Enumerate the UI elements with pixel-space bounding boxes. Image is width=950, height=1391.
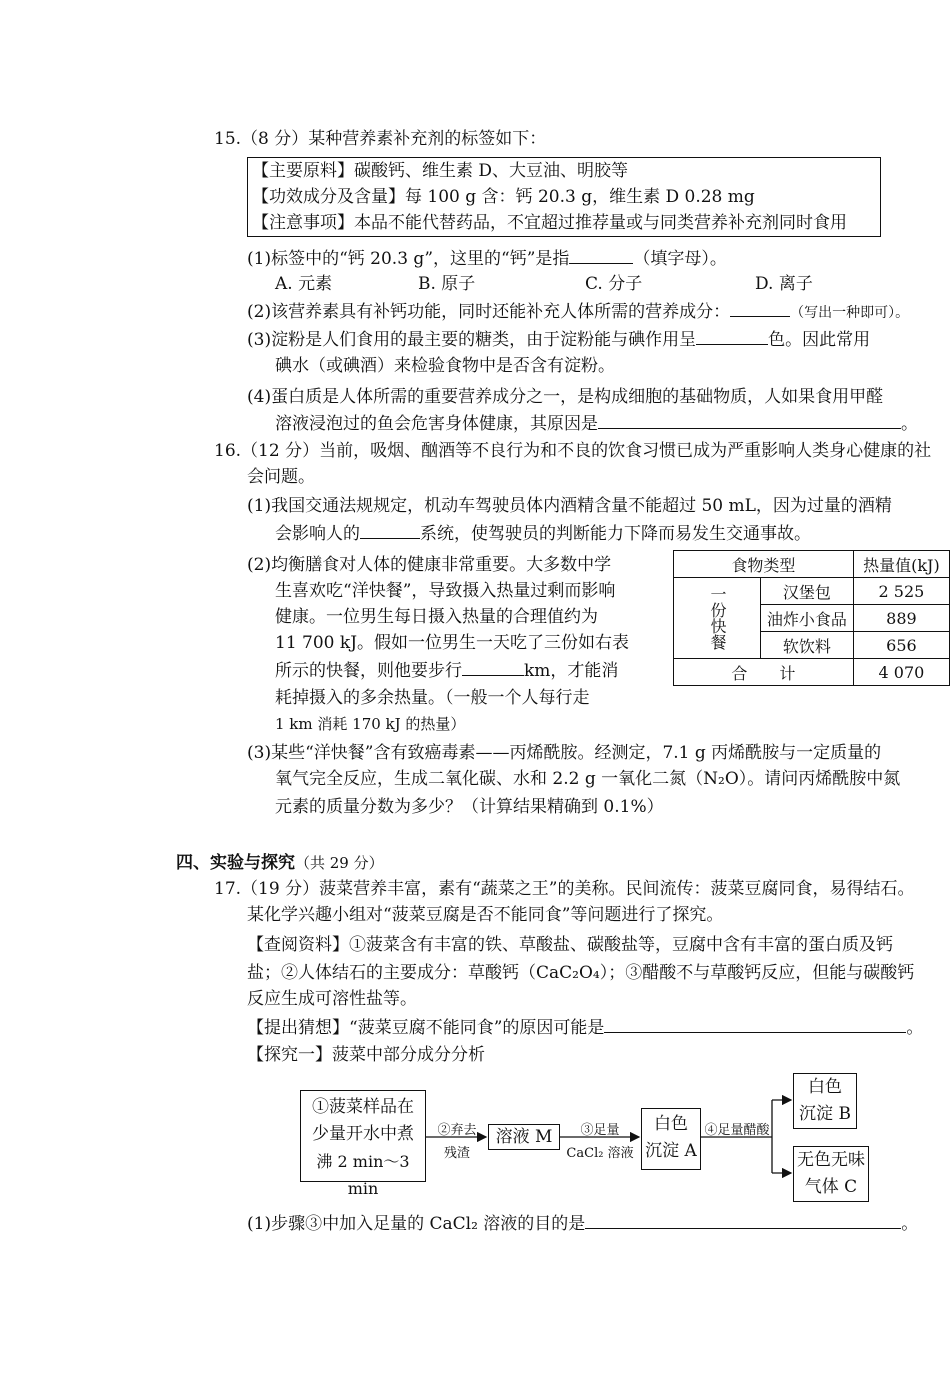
- answer-blank[interactable]: [696, 326, 768, 345]
- table-group-label: 一份快餐: [674, 578, 761, 659]
- table-header-food-type: 食物类型: [674, 551, 854, 578]
- flow-box-spinach-sample: [300, 1090, 426, 1198]
- q16-part1-line1: (1)我国交通法规规定，机动车驾驶员体内酒精含量不能超过 50 mL，因为过量的酒精: [247, 496, 892, 516]
- q17-info-line1: 【查阅资料】①菠菜含有丰富的铁、草酸盐、碳酸盐等，豆腐中含有丰富的蛋白质及钙: [247, 935, 893, 955]
- table-total-label: 合 计: [674, 659, 854, 686]
- q15-title: 15.（8 分）某种营养素补充剂的标签如下：: [214, 129, 547, 149]
- fast-food-calorie-table: [673, 550, 950, 686]
- table-row-value: 889: [853, 605, 949, 632]
- flow-box1-line3: 沸 2 min～3 min: [316, 1152, 410, 1198]
- q16-part2-line5: [275, 657, 618, 684]
- flow-box1-line2: 少量开水中煮: [312, 1124, 414, 1144]
- q16-part2-line3: 健康。一位男生每日摄入热量的合理值约为: [275, 607, 598, 627]
- flow-box-precipitate-b: [793, 1073, 857, 1129]
- q17-info-line3: 反应生成可溶性盐等。: [247, 989, 417, 1009]
- q15-part1: [247, 245, 727, 272]
- flow-box1-line1: ①菠菜样品在: [312, 1097, 414, 1117]
- flow-step3-label-bottom: CaCl₂ 溶液: [566, 1146, 634, 1161]
- q16-part3-line1: (3)某些“洋快餐”含有致癌毒素——丙烯酰胺。经测定，7.1 g 丙烯酰胺与一定质量的: [247, 743, 882, 763]
- q15-option-a: A. 元素: [275, 274, 333, 294]
- q15-part2: [247, 298, 909, 326]
- flow-step2-label-bottom: 残渣: [443, 1146, 470, 1161]
- table-row-name: 汉堡包: [761, 578, 854, 605]
- q17-guess-end: 。: [906, 1018, 924, 1038]
- q15-part4-text: 溶液浸泡过的鱼会危害身体健康，其原因是: [275, 414, 598, 434]
- answer-blank[interactable]: [360, 520, 420, 539]
- q17-title-line1: 17.（19 分）菠菜营养丰富，素有“蔬菜之王”的美称。民间流传：菠菜豆腐同食，易得结石。: [214, 879, 915, 899]
- table-row-value: 656: [853, 632, 949, 659]
- q17-part1: [247, 1210, 918, 1237]
- flow-box-precipitate-a: [641, 1108, 701, 1170]
- q15-part3-text-end: 色。因此常用: [768, 330, 871, 350]
- q15-part3-line1: [247, 326, 870, 353]
- section-4-score: （共 29 分）: [295, 854, 384, 872]
- q16-part2-text: 所示的快餐，则他要步行: [275, 661, 462, 681]
- flow-step4-label: ④足量醋酸: [704, 1123, 770, 1138]
- flow-step3-label-top: ③足量: [580, 1123, 620, 1138]
- table-row-name: 软饮料: [761, 632, 854, 659]
- flow-box4-line2: 沉淀 B: [799, 1104, 851, 1124]
- q16-part3-line3: 元素的质量分数为多少？（计算结果精确到 0.1%）: [275, 797, 664, 817]
- q15-part4-line2: [275, 410, 918, 437]
- q16-part2-line6: 耗掉摄入的多余热量。（一般一个人每行走: [275, 688, 590, 708]
- q16-part2-line4: 11 700 kJ。假如一位男生一天吃了三份如右表: [275, 633, 630, 653]
- flow-step2-label-top: ②弃去: [437, 1123, 477, 1138]
- flow-box3-line2: 沉淀 A: [645, 1141, 697, 1161]
- q17-guess: [247, 1014, 923, 1041]
- table-row-name: 油炸小食品: [761, 605, 854, 632]
- q15-part3-text: (3)淀粉是人们食用的最主要的糖类，由于淀粉能与碘作用呈: [247, 330, 697, 350]
- supplement-label-box: [247, 157, 881, 237]
- table-total-value: 4 070: [853, 659, 949, 686]
- label-row-content: 【功效成分及含量】每 100 g 含：钙 20.3 g，维生素 D 0.28 mg: [252, 187, 755, 207]
- flow-box5-line2: 气体 C: [804, 1177, 858, 1197]
- label-row-notes: 【注意事项】本品不能代替药品，不宜超过推荐量或与同类营养补充剂同时食用: [252, 213, 847, 233]
- q15-part4-line1: (4)蛋白质是人体所需的重要营养成分之一，是构成细胞的基础物质，人如果食用甲醛: [247, 387, 884, 407]
- section-4-title: 四、实验与探究: [176, 853, 295, 873]
- q15-part2-text: (2)该营养素具有补钙功能，同时还能补充人体所需的营养成分：: [247, 302, 731, 322]
- q15-part1-text: (1)标签中的“钙 20.3 g”，这里的“钙”是指: [247, 249, 570, 269]
- q16-part2-line2: 生喜欢吃“洋快餐”，导致摄入热量过剩而影响: [275, 581, 616, 601]
- flow-box4-line1: 白色: [808, 1077, 842, 1097]
- table-row-value: 2 525: [853, 578, 949, 605]
- q15-part4-end: 。: [901, 414, 918, 434]
- q16-title-line1: 16.（12 分）当前，吸烟、酗酒等不良行为和不良的饮食习惯已成为严重影响人类身心健康的社: [214, 441, 932, 461]
- q17-title-line2: 某化学兴趣小组对“菠菜豆腐是否不能同食”等问题进行了探究。: [247, 905, 724, 925]
- answer-blank[interactable]: [604, 1014, 906, 1033]
- flow-box-gas-c: [793, 1146, 869, 1202]
- q16-part2-line1: (2)均衡膳食对人体的健康非常重要。大多数中学: [247, 555, 612, 575]
- q15-part3-line2: 碘水（或碘酒）来检验食物中是否含有淀粉。: [275, 356, 615, 376]
- q15-option-c: C. 分子: [585, 274, 643, 294]
- q16-part1-line2: [275, 520, 811, 547]
- flow-box5-line1: 无色无味: [797, 1150, 865, 1170]
- q17-guess-text: 【提出猜想】“菠菜豆腐不能同食”的原因可能是: [247, 1018, 605, 1038]
- answer-blank[interactable]: [462, 657, 524, 676]
- q15-part2-hint: （写出一种即可）。: [790, 305, 910, 321]
- q16-title-line2: 会问题。: [247, 467, 315, 487]
- answer-blank[interactable]: [598, 410, 901, 429]
- q17-part1-text: (1)步骤③中加入足量的 CaCl₂ 溶液的目的是: [247, 1214, 586, 1234]
- q17-explore1-heading: 【探究一】菠菜中部分成分分析: [247, 1045, 485, 1065]
- flow-box-solution-m: 溶液 M: [488, 1124, 560, 1150]
- answer-blank[interactable]: [730, 298, 790, 317]
- q16-part1-text-end: 系统，使驾驶员的判断能力下降而易发生交通事故。: [420, 524, 811, 544]
- table-header-calories: 热量值(kJ): [853, 551, 949, 578]
- q15-option-d: D. 离子: [755, 274, 813, 294]
- flow-box3-line1: 白色: [654, 1114, 688, 1134]
- q15-option-b: B. 原子: [418, 274, 476, 294]
- q16-part2-text-end: km，才能消: [524, 661, 619, 681]
- section-4-heading: [176, 850, 384, 876]
- answer-blank[interactable]: [585, 1210, 901, 1229]
- q16-part1-text: 会影响人的: [275, 524, 360, 544]
- label-row-ingredients: 【主要原料】碳酸钙、维生素 D、大豆油、明胶等: [252, 161, 629, 181]
- q17-part1-end: 。: [901, 1214, 919, 1234]
- answer-blank[interactable]: [569, 245, 633, 264]
- q16-part3-line2: 氧气完全反应，生成二氧化碳、水和 2.2 g 一氧化二氮（N₂O）。请问丙烯酰胺中氮: [275, 769, 901, 789]
- q15-part1-hint: （填字母）。: [633, 249, 727, 269]
- q16-part2-line7: 1 km 消耗 170 kJ 的热量）: [275, 715, 466, 733]
- q17-info-line2: 盐；②人体结石的主要成分：草酸钙（CaC₂O₄）；③醋酸不与草酸钙反应，但能与碳酸钙: [247, 963, 915, 983]
